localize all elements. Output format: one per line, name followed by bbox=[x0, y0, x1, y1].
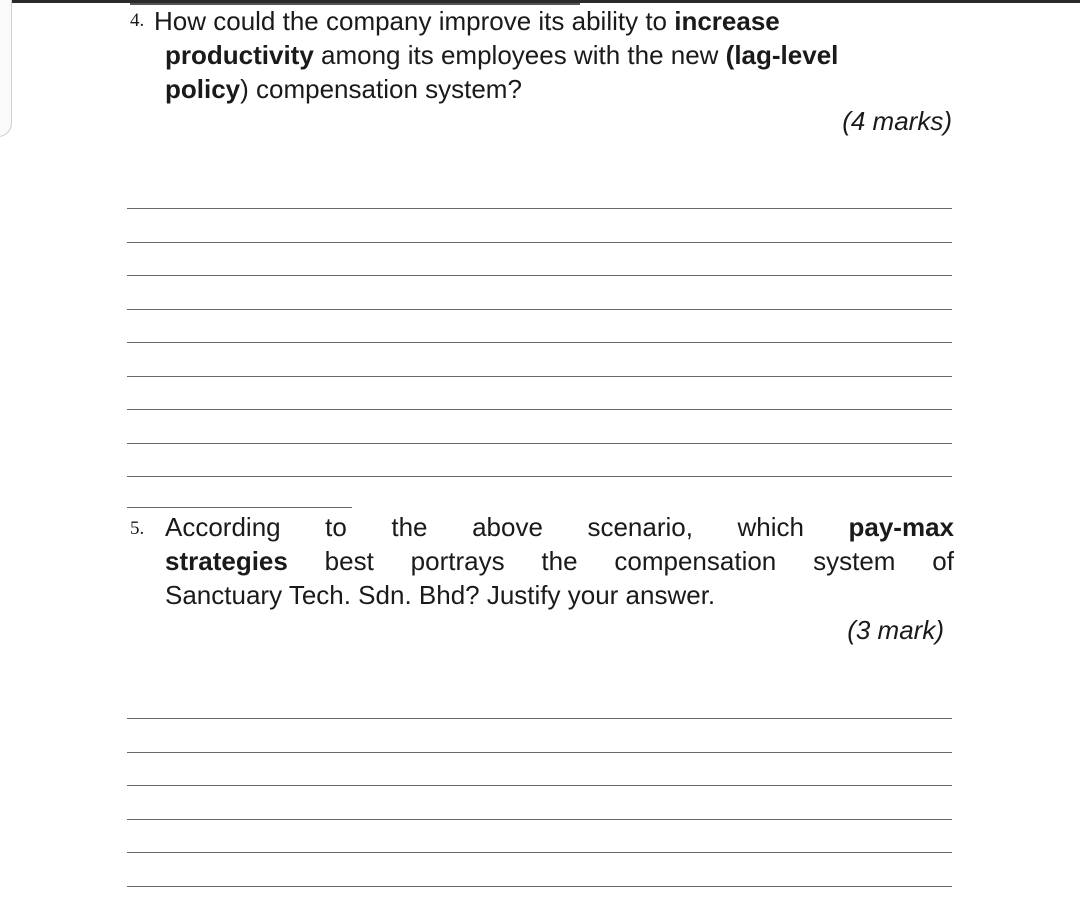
question-5-word: compensation bbox=[614, 546, 777, 576]
question-5-marks: (3 mark) bbox=[847, 615, 944, 645]
question-4-line-3 bbox=[165, 72, 955, 106]
question-5-word: to bbox=[325, 512, 347, 542]
question-5-word: scenario, bbox=[587, 512, 693, 542]
question-5-line-3: Sanctuary Tech. Sdn. Bhd? Justify your answer. bbox=[165, 580, 716, 610]
question-4-line-1 bbox=[154, 4, 780, 38]
question-5-word: the bbox=[541, 546, 578, 576]
page-edge-overlay bbox=[0, 0, 12, 137]
answer-line[interactable] bbox=[127, 376, 952, 377]
question-5-line-1 bbox=[165, 510, 954, 544]
answer-line[interactable] bbox=[127, 852, 952, 853]
answer-line[interactable] bbox=[127, 443, 952, 444]
question-4-marks: (4 marks) bbox=[842, 106, 952, 136]
question-4-text-1: How could the company improve its ability to bbox=[154, 6, 675, 36]
question-4-text-3: ) compensation system? bbox=[240, 74, 522, 104]
question-5-bold-word: pay-max bbox=[848, 512, 954, 542]
question-4-bold-2: productivity bbox=[165, 40, 314, 70]
answer-line[interactable] bbox=[127, 208, 952, 209]
question-5-word: system bbox=[813, 546, 896, 576]
answer-line[interactable] bbox=[127, 275, 952, 276]
question-4-bold-1: increase bbox=[674, 6, 780, 36]
question-5-word: the bbox=[391, 512, 428, 542]
answer-line[interactable] bbox=[127, 242, 952, 243]
answer-line[interactable] bbox=[127, 718, 952, 719]
answer-line[interactable] bbox=[127, 752, 952, 753]
question-4-line-2 bbox=[165, 38, 955, 72]
answer-line[interactable] bbox=[127, 409, 952, 410]
answer-line[interactable] bbox=[127, 309, 952, 310]
question-5-word: According bbox=[165, 512, 281, 542]
question-4-text-2: among its employees with the new bbox=[313, 40, 726, 70]
question-5-word: of bbox=[932, 546, 954, 576]
question-5-word: portrays bbox=[410, 546, 505, 576]
question-5-number: 5. bbox=[130, 518, 145, 539]
question-5-word: which bbox=[737, 512, 804, 542]
question-5-line-2 bbox=[165, 544, 954, 578]
question-4-number: 4. bbox=[130, 10, 145, 31]
question-5-word: best bbox=[324, 546, 374, 576]
question-4-bold-4: policy bbox=[165, 74, 241, 104]
question-5-word: above bbox=[472, 512, 543, 542]
section-divider-line bbox=[127, 507, 352, 508]
question-4-bold-3: (lag-level bbox=[725, 40, 839, 70]
answer-line[interactable] bbox=[127, 819, 952, 820]
question-5-bold-word: strategies bbox=[165, 546, 288, 576]
answer-line[interactable] bbox=[127, 476, 952, 477]
answer-line[interactable] bbox=[127, 342, 952, 343]
answer-line[interactable] bbox=[127, 886, 952, 887]
answer-line[interactable] bbox=[127, 785, 952, 786]
